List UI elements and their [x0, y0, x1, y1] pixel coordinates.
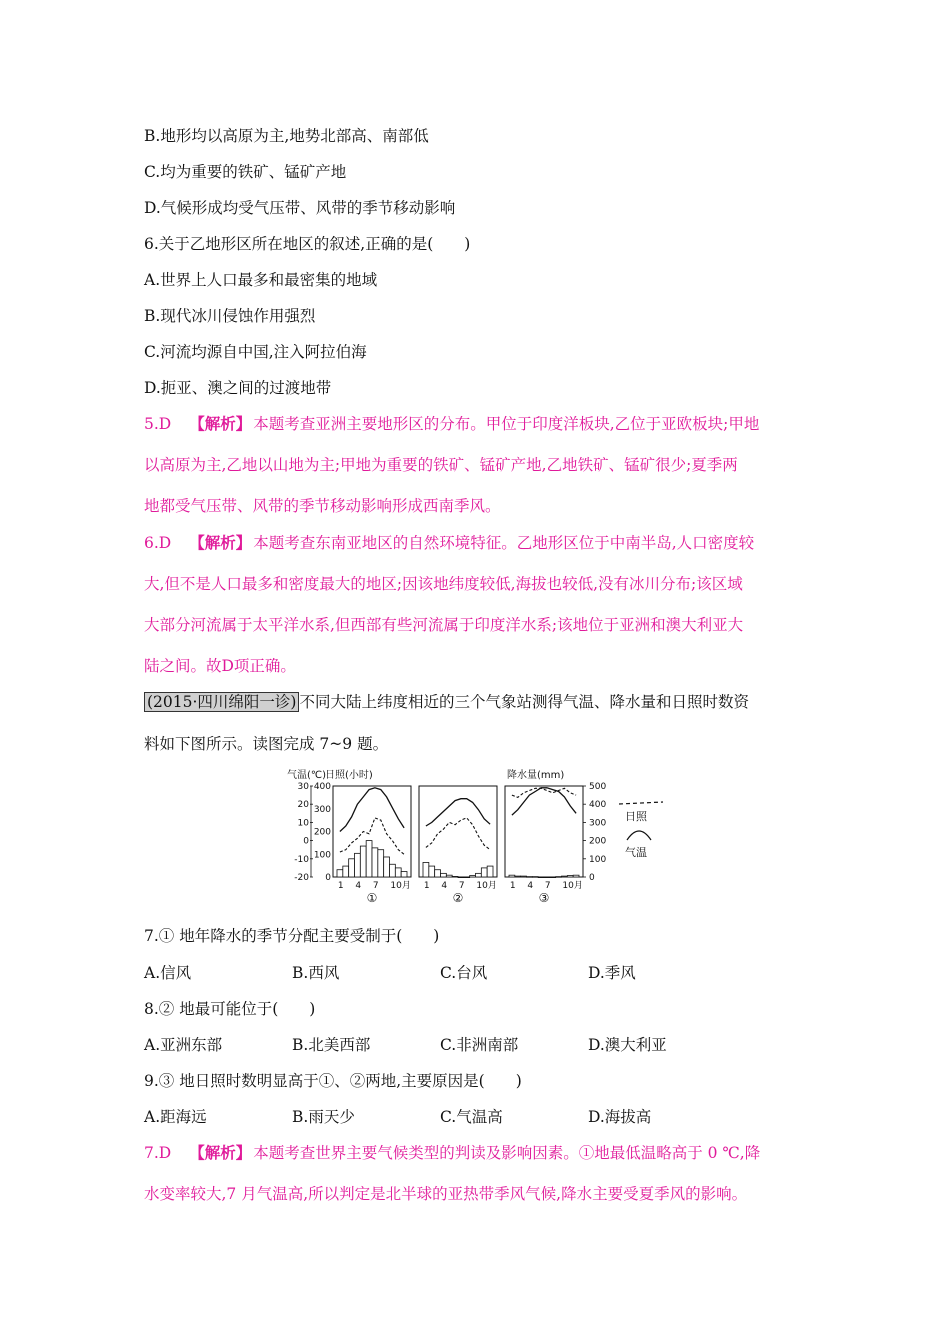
answer-text: 以高原为主,乙地以山地为主;甲地为重要的铁矿、锰矿产地,乙地铁矿、锰矿很少;夏季两	[144, 456, 738, 474]
sun-tick-label: 100	[313, 850, 331, 861]
answer-label: 7.D	[144, 1144, 172, 1162]
legend-sunshine-line	[619, 802, 663, 804]
precip-bar	[390, 864, 396, 877]
question-stem: 7.① 地年降水的季节分配主要受制于( )	[144, 927, 440, 945]
month-tick-label: 1	[509, 881, 516, 891]
panel-frame	[505, 786, 583, 877]
month-tick-label: 4	[355, 881, 362, 891]
precip-bar	[349, 859, 355, 877]
precip-bar	[441, 873, 447, 877]
precip-bar	[384, 857, 390, 877]
answer-label: 6.D	[144, 534, 172, 552]
precip-bar	[527, 877, 533, 878]
option-c: C.台风	[440, 964, 488, 982]
legend-temperature-line	[627, 831, 651, 840]
temp-axis-title: 气温(℃)	[287, 770, 327, 781]
option-c: C.气温高	[440, 1108, 503, 1126]
precip-tick-label: 500	[589, 782, 607, 792]
option-row	[144, 1035, 736, 1055]
temperature-line	[426, 799, 490, 826]
month-tick-label: 7	[544, 881, 551, 891]
climate-chart	[285, 766, 675, 908]
precip-bar	[544, 877, 550, 878]
analysis-tag: 【解析】	[189, 533, 252, 552]
answer-text: 大,但不是人口最多和密度最大的地区;因该地纬度较低,海拔也较低,没有冰川分布;该区域	[144, 575, 743, 593]
precip-bar	[366, 841, 372, 877]
temperature-line	[512, 788, 576, 815]
sunshine-line	[426, 818, 490, 850]
answer-text: 地都受气压带、风带的季节移动影响形成西南季风。	[144, 497, 501, 515]
option-d: D.澳大利亚	[588, 1036, 667, 1054]
intro	[144, 692, 749, 712]
sun-tick-label: 200	[313, 827, 331, 838]
precip-bar	[567, 876, 573, 877]
month-tick-label: 10月	[476, 881, 497, 891]
precip-bar	[401, 872, 407, 877]
precip-bar	[532, 877, 538, 878]
option-a: A.亚洲东部	[144, 1036, 223, 1054]
option-line: D.扼亚、澳之间的过渡地带	[144, 379, 332, 397]
precip-bar	[378, 850, 384, 877]
option-row	[144, 963, 736, 983]
station-label: ③	[538, 891, 550, 905]
legend	[619, 802, 663, 859]
legend-sunshine-label: 日照	[625, 810, 647, 823]
option-c: C.非洲南部	[440, 1036, 519, 1054]
month-tick-label: 7	[372, 881, 379, 891]
sun-tick-label: 0	[325, 873, 331, 883]
precip-bar	[573, 875, 579, 877]
option-line: D.气候形成均受气压带、风带的季节移动影响	[144, 199, 456, 217]
precip-tick-label: 100	[589, 854, 607, 865]
question-stem: 9.③ 地日照时数明显高于①、②两地,主要原因是( )	[144, 1072, 522, 1090]
answer-text: 陆之间。故D项正确。	[144, 657, 296, 675]
sunshine-line	[512, 788, 576, 797]
precip-bar	[481, 868, 487, 877]
option-b: B.西风	[292, 964, 340, 982]
option-line: B.地形均以高原为主,地势北部高、南部低	[144, 127, 429, 145]
precip-bar	[343, 866, 349, 877]
legend-temperature-label: 气温	[625, 846, 647, 859]
climate-panel-3	[505, 786, 583, 905]
precip-tick-label: 400	[589, 800, 607, 811]
precip-bar	[458, 877, 464, 878]
precip-bar	[515, 876, 521, 877]
temp-tick-label: 10	[297, 818, 309, 829]
sun-tick-label: 400	[313, 782, 331, 792]
climate-panel-2	[419, 786, 497, 905]
option-a: A.信风	[144, 964, 192, 982]
option-line: A.世界上人口最多和最密集的地域	[144, 271, 378, 289]
option-line: C.均为重要的铁矿、锰矿产地	[144, 163, 347, 181]
answer-text: 水变率较大,7 月气温高,所以判定是北半球的亚热带季风气候,降水主要受夏季风的影响。	[144, 1185, 748, 1203]
precip-bar	[464, 877, 470, 878]
precip-bar	[355, 853, 361, 877]
temp-tick-label: -10	[294, 854, 309, 865]
precip-bar	[446, 875, 452, 877]
precip-bar	[538, 877, 544, 878]
answer-6	[144, 533, 754, 553]
precip-tick-label: 200	[589, 836, 607, 847]
intro-text: 不同大陆上纬度相近的三个气象站测得气温、降水量和日照时数资	[299, 693, 749, 711]
precip-bar	[470, 876, 476, 877]
answer-label: 5.D	[144, 415, 172, 433]
temp-tick-label: 20	[297, 800, 309, 811]
precip-axis-title: 降水量(mm)	[507, 770, 565, 781]
option-row	[144, 1107, 736, 1127]
precip-bar	[372, 848, 378, 877]
question-stem: 6.关于乙地形区所在地区的叙述,正确的是( )	[144, 235, 471, 253]
option-b: B.北美西部	[292, 1036, 371, 1054]
month-tick-label: 4	[441, 881, 448, 891]
month-tick-label: 10月	[390, 881, 411, 891]
precip-bar	[521, 876, 527, 877]
option-a: A.距海远	[144, 1108, 207, 1126]
answer-text: 本题考查东南亚地区的自然环境特征。乙地形区位于中南半岛,人口密度较	[253, 534, 755, 552]
precip-bar	[429, 866, 435, 877]
precip-bar	[360, 846, 366, 877]
source-tag: (2015·四川绵阳一诊)	[144, 692, 299, 712]
station-label: ①	[366, 891, 378, 905]
answer-text: 本题考查亚洲主要地形区的分布。甲位于印度洋板块,乙位于亚欧板块;甲地	[253, 415, 760, 433]
option-line: C.河流均源自中国,注入阿拉伯海	[144, 343, 367, 361]
answer-7	[144, 1143, 760, 1163]
precip-bar	[337, 870, 343, 877]
option-b: B.雨天少	[292, 1108, 355, 1126]
temp-tick-label: 30	[297, 782, 309, 792]
sun-axis-title: 日照(小时)	[325, 770, 373, 781]
climate-panel-1	[333, 786, 411, 905]
precip-bar	[562, 876, 568, 877]
precip-bar	[435, 870, 441, 877]
month-tick-label: 1	[423, 881, 430, 891]
month-tick-label: 4	[527, 881, 534, 891]
precip-bar	[423, 862, 429, 877]
analysis-tag: 【解析】	[189, 1143, 252, 1162]
analysis-tag: 【解析】	[189, 414, 252, 433]
month-tick-label: 7	[458, 881, 465, 891]
intro-text: 料如下图所示。读图完成 7~9 题。	[144, 735, 389, 753]
precip-bar	[476, 873, 482, 877]
option-d: D.季风	[588, 964, 636, 982]
precip-tick-label: 300	[589, 818, 607, 829]
sun-tick-label: 300	[313, 804, 331, 815]
precip-bar	[452, 876, 458, 877]
answer-text: 大部分河流属于太平洋水系,但西部有些河流属于印度洋水系;该地位于亚洲和澳大利亚大	[144, 616, 744, 634]
temp-tick-label: 0	[303, 836, 309, 847]
precip-bar	[550, 877, 556, 878]
option-d: D.海拔高	[588, 1108, 652, 1126]
precip-bar	[556, 877, 562, 878]
month-tick-label: 1	[337, 881, 344, 891]
station-label: ②	[452, 891, 464, 905]
question-stem: 8.② 地最可能位于( )	[144, 1000, 316, 1018]
answer-text: 本题考查世界主要气候类型的判读及影响因素。①地最低温略高于 0 ℃,降	[253, 1144, 761, 1162]
precip-tick-label: 0	[589, 873, 595, 883]
month-tick-label: 10月	[562, 881, 583, 891]
temp-tick-label: -20	[294, 873, 309, 883]
answer-5	[144, 414, 759, 434]
option-line: B.现代冰川侵蚀作用强烈	[144, 307, 316, 325]
precip-bar	[509, 875, 515, 877]
precip-bar	[395, 868, 401, 877]
precip-bar	[487, 866, 493, 877]
